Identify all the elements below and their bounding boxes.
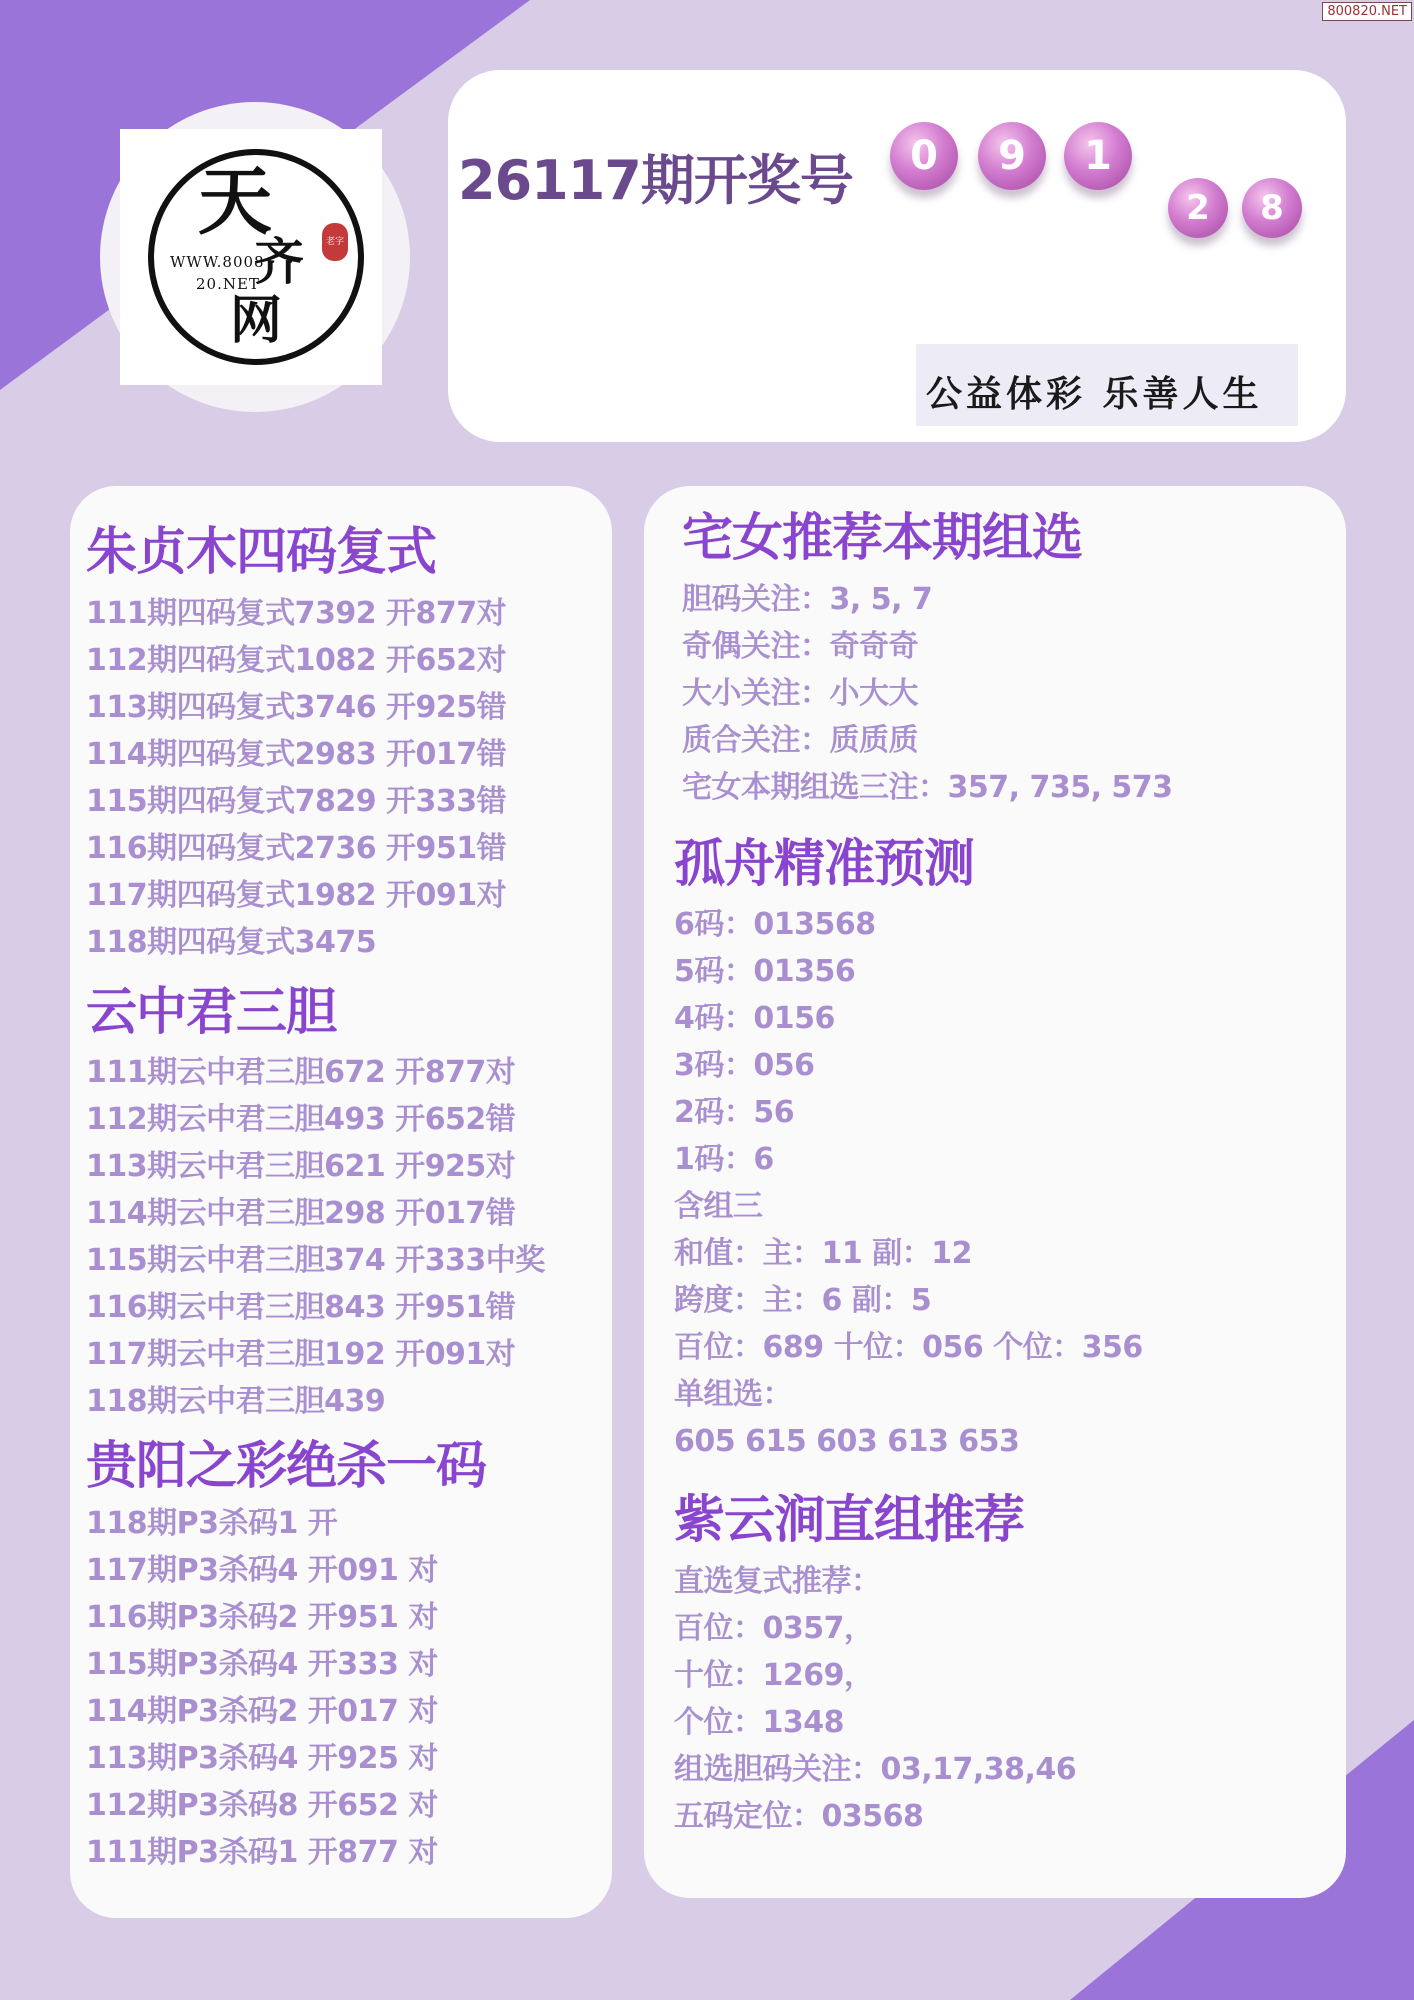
section-title: 宅女推荐本期组选 (682, 509, 1083, 568)
history-line: 114期四码复式2983 开017错 (86, 737, 507, 772)
watermark-badge: 800820.NET (1322, 2, 1412, 21)
history-line: 111期云中君三胆672 开877对 (86, 1055, 516, 1090)
prediction-line: 605 615 603 613 653 (674, 1424, 1020, 1459)
history-line: 113期P3杀码4 开925 对 (86, 1741, 438, 1776)
main-number-ball: 1 (1064, 122, 1132, 190)
history-line: 116期四码复式2736 开951错 (86, 831, 507, 866)
history-line: 114期云中君三胆298 开017错 (86, 1196, 516, 1231)
logo-char-1: 天 (198, 159, 272, 245)
slogan-text: 公益体彩 乐善人生 (926, 373, 1263, 415)
logo-background (120, 129, 382, 385)
main-number-ball: 0 (890, 122, 958, 190)
section-title: 朱贞木四码复式 (86, 523, 437, 582)
logo-url-line-2: 20.NET (196, 275, 260, 293)
history-line: 114期P3杀码2 开017 对 (86, 1694, 438, 1729)
prediction-line: 十位：1269， (674, 1658, 874, 1693)
history-line: 118期云中君三胆439 (86, 1384, 386, 1419)
history-line: 113期四码复式3746 开925错 (86, 690, 507, 725)
history-line: 118期四码复式3475 (86, 925, 377, 960)
section-title: 孤舟精准预测 (674, 835, 975, 894)
prediction-line: 4码：0156 (674, 1001, 835, 1036)
logo-ring (148, 149, 364, 365)
history-line: 118期P3杀码1 开 (86, 1506, 338, 1541)
logo-char-2: 齐 (254, 232, 304, 291)
history-line: 117期云中君三胆192 开091对 (86, 1337, 516, 1372)
prediction-line: 五码定位：03568 (674, 1799, 924, 1834)
prediction-line: 2码：56 (674, 1095, 795, 1130)
history-line: 112期四码复式1082 开652对 (86, 643, 507, 678)
prediction-line: 宅女本期组选三注：357, 735, 573 (682, 770, 1173, 805)
history-line: 116期云中君三胆843 开951错 (86, 1290, 516, 1325)
prediction-line: 质合关注：质质质 (682, 723, 918, 758)
section-title: 云中君三胆 (86, 983, 337, 1042)
section-title: 紫云涧直组推荐 (674, 1491, 1025, 1550)
prediction-line: 6码：013568 (674, 907, 876, 942)
logo-char-3: 网 (230, 290, 283, 351)
history-line: 116期P3杀码2 开951 对 (86, 1600, 438, 1635)
history-line: 112期P3杀码8 开652 对 (86, 1788, 438, 1823)
prediction-line: 3码：056 (674, 1048, 815, 1083)
main-number-ball: 9 (978, 122, 1046, 190)
prediction-line: 大小关注：小大大 (682, 676, 918, 711)
prediction-line: 单组选： (674, 1377, 792, 1412)
prediction-line: 5码：01356 (674, 954, 856, 989)
draw-title: 26117期开奖号 (458, 149, 853, 212)
prediction-line: 组选胆码关注：03,17,38,46 (674, 1752, 1077, 1787)
prediction-line: 胆码关注：3, 5, 7 (682, 582, 933, 617)
prediction-line: 个位：1348 (674, 1705, 844, 1740)
history-line: 115期四码复式7829 开333错 (86, 784, 507, 819)
logo-seal-stamp: 老字号 (322, 223, 348, 261)
history-line: 115期P3杀码4 开333 对 (86, 1647, 438, 1682)
extra-number-ball: 2 (1168, 178, 1228, 238)
history-line: 111期四码复式7392 开877对 (86, 596, 507, 631)
history-line: 117期P3杀码4 开091 对 (86, 1553, 438, 1588)
prediction-line: 1码：6 (674, 1142, 774, 1177)
section-title: 贵阳之彩绝杀一码 (86, 1437, 487, 1496)
prediction-line: 百位：689 十位：056 个位：356 (674, 1330, 1143, 1365)
history-line: 115期云中君三胆374 开333中奖 (86, 1243, 545, 1278)
prediction-line: 和值：主：11 副：12 (674, 1236, 972, 1271)
history-line: 117期四码复式1982 开091对 (86, 878, 507, 913)
extra-number-ball: 8 (1242, 178, 1302, 238)
prediction-line: 跨度：主：6 副：5 (674, 1283, 932, 1318)
prediction-line: 百位：0357， (674, 1611, 874, 1646)
prediction-line: 含组三 (674, 1189, 763, 1224)
prediction-line: 直选复式推荐： (674, 1564, 881, 1599)
logo-url-line-1: WWW.8008 (170, 253, 265, 271)
history-line: 111期P3杀码1 开877 对 (86, 1835, 438, 1870)
history-line: 113期云中君三胆621 开925对 (86, 1149, 516, 1184)
history-line: 112期云中君三胆493 开652错 (86, 1102, 516, 1137)
site-logo (100, 102, 410, 412)
prediction-line: 奇偶关注：奇奇奇 (682, 629, 918, 664)
